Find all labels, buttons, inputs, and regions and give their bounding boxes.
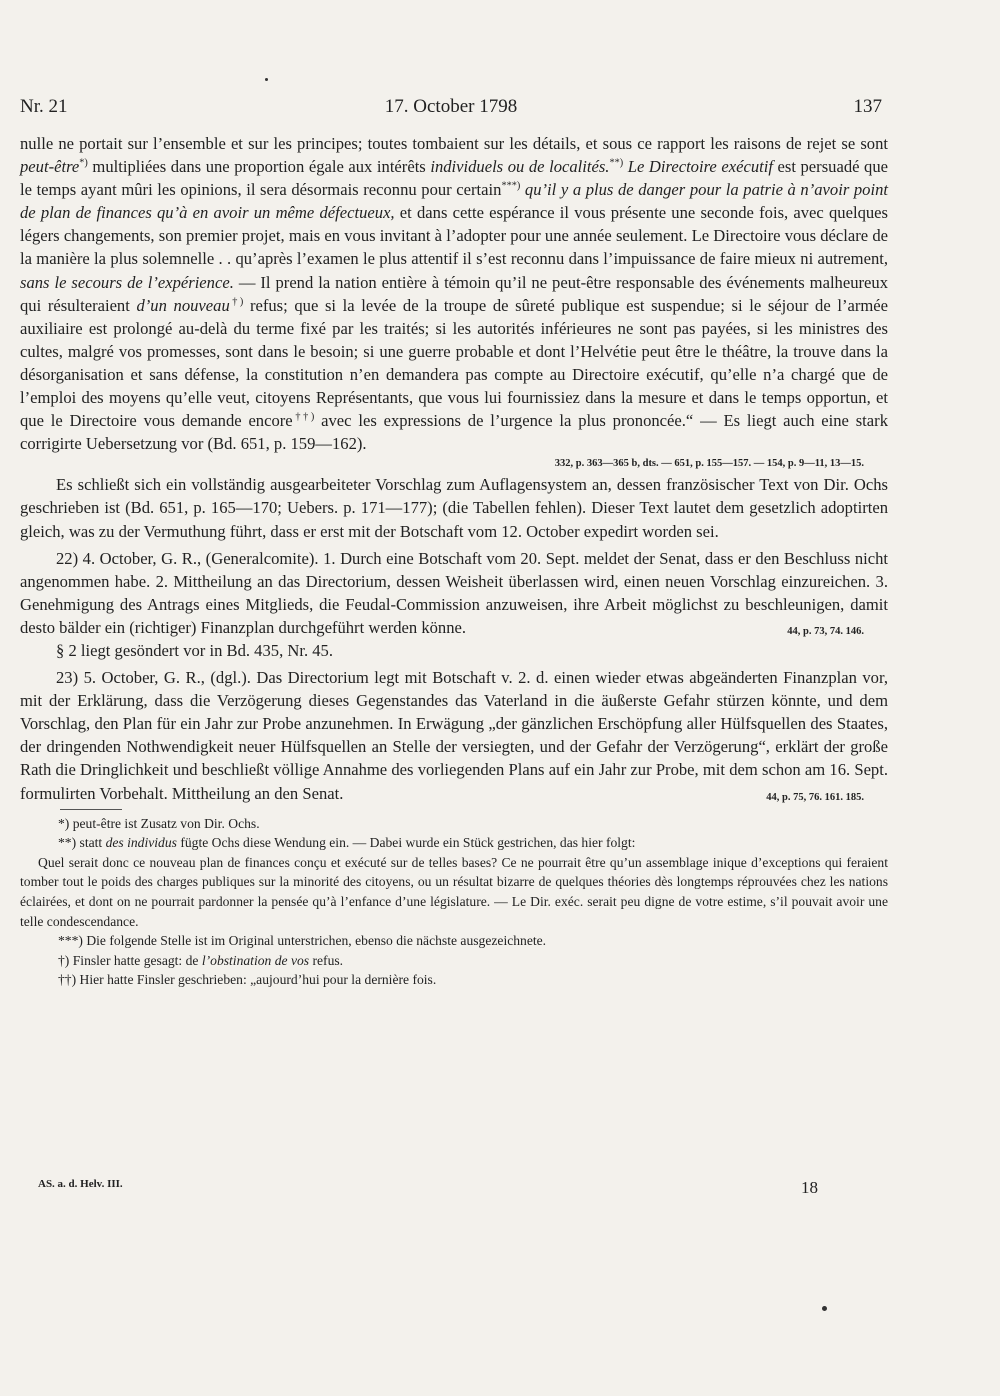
footnote-4 [20, 951, 888, 971]
running-header [20, 96, 882, 122]
source-reference: 44, p. 73, 74. 146. [787, 625, 864, 637]
text-run: avec les expressions de l’urgence la plus prononcée.“ — Es liegt auch eine stark corrigirte Uebersetzung vor (Bd. 651, p. 159—162). [20, 411, 888, 454]
footnote-marker: **) [609, 157, 624, 169]
printer-signature: AS. a. d. Helv. III. [38, 1178, 123, 1190]
specks [265, 78, 268, 81]
footnote-1 [20, 814, 888, 834]
footnote-text: Die folgende Stelle ist im Original unterstrichen, ebenso die nächste ausgezeichnete. [82, 933, 547, 949]
footnote-text: fügte Ochs diese Wendung ein. — Dabei wurde ein Stück gestrichen, das hier folgt: [176, 835, 636, 851]
source-reference: 44, p. 75, 76. 161. 185. [766, 791, 864, 803]
footnote-marker: ††) [292, 411, 315, 423]
text-run-italic: peut-être [20, 157, 80, 177]
paragraph-auflagensystem: Es schließt sich ein vollständig ausgearbeiteter Vorschlag zum Auflagensystem an, dessen französischer Text von Dir. Ochs geschrieben ist (Bd. 651, p. 165—170; Uebers. p. 171—177); (die Tabellen fehlen). Dieser Text lautet dem gesetzlich adoptirten gleich, was zu der Vermuthung führt, dass er erst mit der Botschaft vom 12. October expedirt worden sei. [20, 475, 888, 541]
footnote-text: Finsler hatte gesagt: de [69, 952, 202, 968]
footnote-separator [60, 809, 122, 810]
footnote-text: statt [76, 835, 106, 851]
footnote-text-italic: l’obstination de vos [201, 952, 310, 968]
header-date: 17. October 1798 [384, 96, 518, 117]
sheet-number: 18 [801, 1178, 818, 1197]
paragraph-french-message [20, 132, 888, 455]
footnote-3 [20, 931, 888, 951]
entry-text: 23) 5. October, G. R., (dgl.). Das Directorium legt mit Botschaft v. 2. d. einen wieder etwas abgeänderten Finanzplan vor, mit der Erklärung, dass die Verzögerung dieses Gegenstandes das Vaterland in die äußerste Gefahr stürzen könnte, und dem Vorschlag, den Plan für ein Jahr zur Probe anzunehmen. In Erwägung „der gänzlichen Erschöpfung aller Hülfsquellen des Staates, der dringenden Nothwendigkeit neuer Hülfsquellen an Stelle der versiegten, und der Gefahr der Verzögerung“, erklärt der große Rath die Dringlichkeit und beschließt völlige Annahme des vorliegenden Plans auf ein Jahr zur Probe, mit dem schon am 16. Sept. formulirten Vorbehalt. Mittheilung an den Senat. [20, 668, 888, 803]
text-run-italic: qu’il y a plus de danger pour la patrie à n’avoir point de plan de finances qu’à en avoir un même défectueux, [20, 180, 888, 223]
footnote-marker: *) [79, 157, 88, 169]
source-reference: 332, p. 363—365 b, dts. — 651, p. 155—157. — 154, p. 9—11, 13—15. [554, 458, 864, 470]
text-run-italic: individuels ou de localités. [430, 157, 610, 177]
footnote-2-quote: Quel serait donc ce nouveau plan de finances conçu et exécuté sur de telles bases? Ce ne pourrait être qu’un assemblage inique d’exceptions qui feraient tomber tout le poids des charges publiques sur la minorité des citoyens, ou un résultat bizarre de quelques théories dès longtemps réprouvées chez les nations éclairées, et dont on ne pourrait pardonner la pensée qu’à l’enfance d’une législature. — Le Dir. exéc. serait peu digne de votre estime, s’il pouvait avoir une telle condescendance. [20, 854, 888, 929]
paragraph-entry-22 [20, 547, 888, 639]
footnote-marker: †) [58, 952, 70, 968]
footnote-marker: †) [229, 296, 244, 308]
text-run: multipliées dans une proportion égale aux intérêts [87, 157, 431, 177]
footnote-text: refus. [309, 952, 344, 968]
footnote-text: Hier hatte Finsler geschrieben: „aujourd’hui pour la dernière fois. [76, 972, 437, 988]
paragraph-entry-23 [20, 666, 888, 805]
footnote-marker: *) [58, 815, 70, 831]
footnote-marker: ***) [58, 933, 83, 949]
footnote-marker: **) [58, 835, 77, 851]
text-run-italic: sans le secours de l’expérience. [20, 272, 234, 292]
text-run: refus; que si la levée de la troupe de sûreté publique est suspendue; si le séjour de l’armée auxiliaire est prolongé au-delà du terme fixé par les traités; si les autorités inférieures ne sont pas payées, si les ministres des cultes, malgré vos promesses, sont dans le besoin; si une guerre probable et dont l’Helvétie peut être le théâtre, la trouve dans la désorganisation et sans défense, la constitution n’en demandera pas compte au Directoire exécutif, qu’elle n’a chargé que de l’emploi des moyens qu’elle veut, citoyens Représentants, que vous lui fournissiez dans la mesure et dans le temps opportun, et que le Directoire vous demande encore [20, 295, 889, 431]
page-footer [38, 1178, 818, 1200]
text-run-italic: Le Directoire exécutif [623, 157, 773, 177]
footnote-2 [20, 833, 888, 853]
footnotes [20, 814, 888, 990]
footnote-5 [20, 970, 888, 990]
footnote-marker: ***) [501, 180, 521, 192]
text-run: et dans cette espérance il vous présente une seconde fois, avec quelques légers changements, son premier projet, mais en vous invitant à l’adopter pour une année seulement. Le Directoire vous déclare de la manière la plus solemnelle . . qu’après l’examen le plus attentif il s’est reconnu dans l’impuissance de faire mieux ni autrement, [20, 203, 888, 269]
footnote-marker: ††) [58, 972, 77, 988]
entry-text: 22) 4. October, G. R., (Generalcomite). 1. Durch eine Botschaft vom 20. Sept. meldet der Senat, dass er den Beschluss nicht angenommen habe. 2. Mittheilung an das Directorium, dessen Weisheit überlassen wird, einen neuen Vorschlag einzureichen. 3. Genehmigung des Antrags eines Mitglieds, die Feudal-Commission anzuweisen, ihre Arbeit möglichst zu beschleunigen, damit desto bälder ein (richtiger) Finanzplan durchgeführt werden könne. [20, 548, 888, 637]
header-number: Nr. 21 [20, 96, 68, 117]
text-run: est persuadé que le temps ayant mûri les opinions, il sera désormais reconnu pour certain [20, 157, 888, 200]
specks [822, 1306, 827, 1311]
text-run: — Il prend la nation entière à témoin qu’il ne peut-être responsable des événements malheureux qui résulteraient [20, 272, 888, 315]
footnote-text: peut-être ist Zusatz von Dir. Ochs. [69, 815, 260, 831]
main-text [20, 132, 888, 990]
page-number: 137 [853, 96, 882, 117]
footnote-text-italic: des individus [105, 835, 177, 851]
text-run: nulle ne portait sur l’ensemble et sur les principes; toutes tombaient sur les détails, et sous ce rapport les raisons de rejet se sont [20, 134, 888, 153]
paragraph-section-note: § 2 liegt gesöndert vor in Bd. 435, Nr. 45. [56, 640, 333, 660]
text-run-italic: d’un nouveau [136, 295, 230, 315]
